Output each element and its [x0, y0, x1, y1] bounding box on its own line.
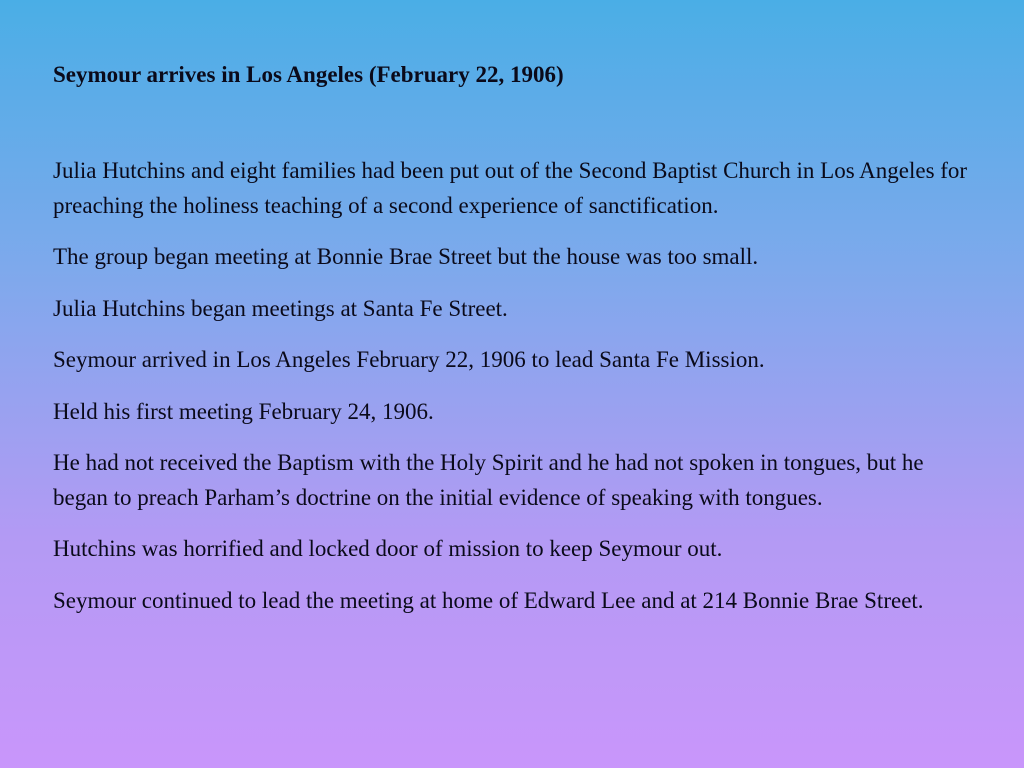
paragraph: He had not received the Baptism with the Holy Spirit and he had not spoken in tongues, but he began to preach Parham’s doctrine on the initial evidence of speaking with tongues.: [53, 450, 924, 510]
slide-title: Seymour arrives in Los Angeles (February 22, 1906): [53, 62, 564, 87]
paragraph: Julia Hutchins and eight families had been put out of the Second Baptist Church in Los Angeles for preaching the holiness teaching of a second experience of sanctification.: [53, 158, 968, 218]
paragraph: Seymour continued to lead the meeting at home of Edward Lee and at 214 Bonnie Brae Street.: [53, 587, 924, 613]
paragraph: Seymour arrived in Los Angeles February 22, 1906 to lead Santa Fe Mission.: [53, 347, 765, 372]
paragraph: Hutchins was horrified and locked door of mission to keep Seymour out.: [53, 536, 723, 561]
paragraph: Held his first meeting February 24, 1906.: [53, 398, 434, 424]
slide-body: [53, 154, 984, 618]
paragraph: The group began meeting at Bonnie Brae Street but the house was too small.: [53, 244, 759, 269]
paragraph: Julia Hutchins began meetings at Santa Fe Street.: [53, 295, 508, 321]
